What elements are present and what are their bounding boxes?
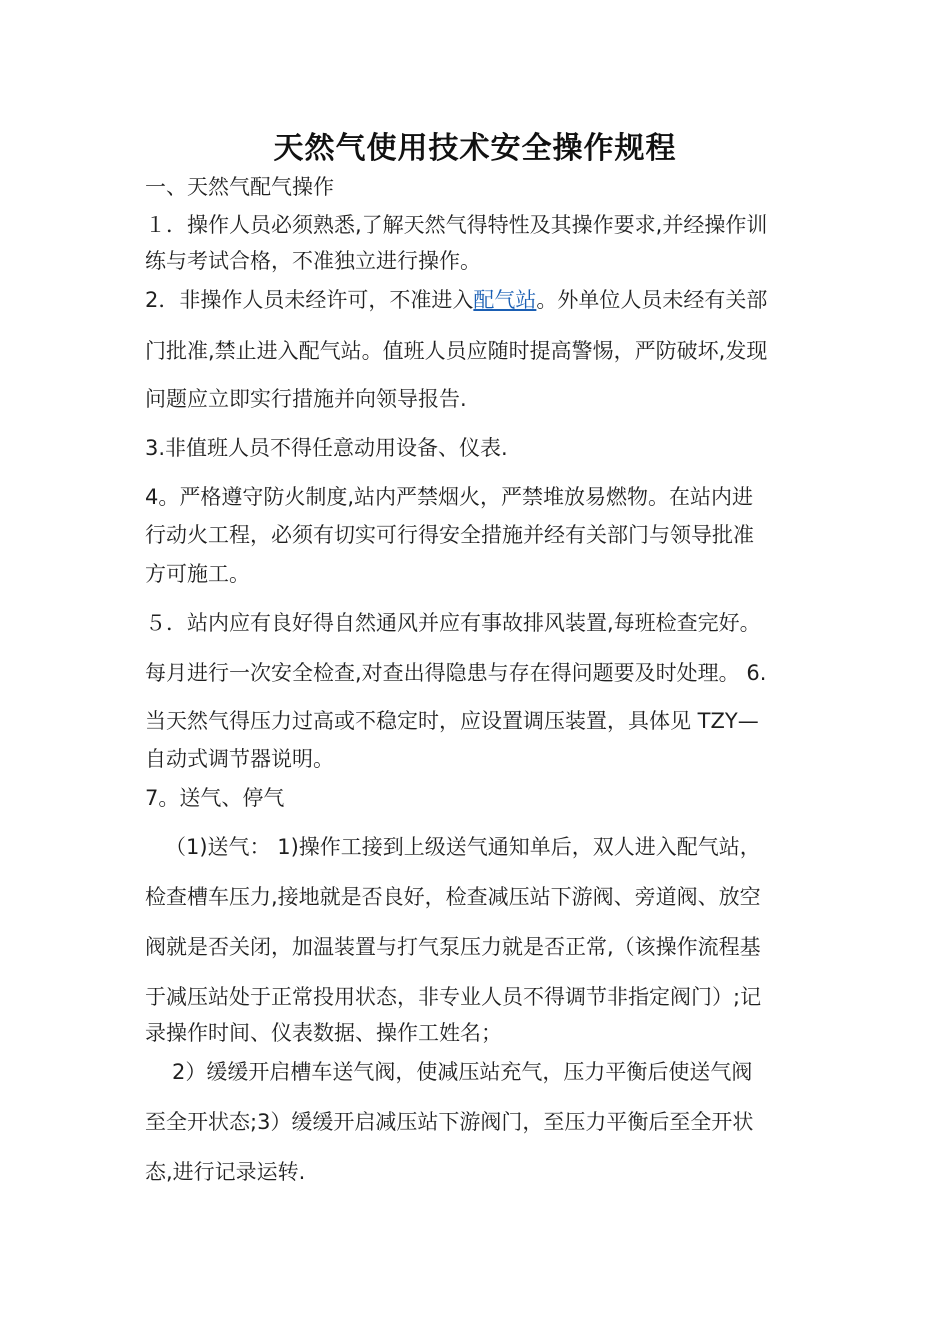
supply-line-2: 检查槽车压力,接地就是否良好，检查减压站下游阀、旁道阀、放空 xyxy=(145,885,761,909)
item-1-line-2: 练与考试合格，不准独立进行操作。 xyxy=(145,249,481,273)
item-6-line-2: 自动式调节器说明。 xyxy=(145,747,334,771)
item-7-heading: 7。送气、停气 xyxy=(145,786,285,810)
supply-line-3: 阀就是否关闭，加温装置与打气泵压力就是否正常,（该操作流程基 xyxy=(145,935,761,959)
item-2-text-before-link: 2．非操作人员未经许可，不准进入 xyxy=(145,288,474,312)
item-5-line-2: 每月进行一次安全检查,对查出得隐患与存在得问题要及时处理。 6. xyxy=(145,661,767,685)
supply-line-6: 2）缓缓开启槽车送气阀，使减压站充气，压力平衡后使送气阀 xyxy=(172,1060,753,1084)
item-4-line-3: 方可施工。 xyxy=(145,562,250,586)
item-6-line-1: 当天然气得压力过高或不稳定时，应设置调压装置，具体见 TZY— xyxy=(145,709,759,733)
supply-line-1: （1)送气： 1)操作工接到上级送气通知单后，双人进入配气站， xyxy=(165,835,761,859)
item-2-text-after-link: 。外单位人员未经有关部 xyxy=(536,288,768,312)
document-title: 天然气使用技术安全操作规程 xyxy=(273,131,677,166)
item-2-line-3: 问题应立即实行措施并向领导报告. xyxy=(145,387,467,411)
item-2-line-2: 门批准,禁止进入配气站。值班人员应随时提高警惕，严防破坏,发现 xyxy=(145,339,768,363)
section-heading: 一、天然气配气操作 xyxy=(145,175,334,199)
gas-station-link[interactable]: 配气站 xyxy=(473,288,537,312)
supply-line-8: 态,进行记录运转. xyxy=(145,1160,306,1184)
item-5-line-1: ５．站内应有良好得自然通风并应有事故排风装置,每班检查完好。 xyxy=(145,611,761,635)
item-2-line-1 xyxy=(145,285,815,315)
item-4-line-2: 行动火工程，必须有切实可行得安全措施并经有关部门与领导批准 xyxy=(145,523,754,547)
item-3-line-1: 3.非值班人员不得任意动用设备、仪表. xyxy=(145,436,508,460)
supply-line-5: 录操作时间、仪表数据、操作工姓名； xyxy=(145,1021,502,1045)
supply-line-7: 至全开状态;3）缓缓开启减压站下游阀门，至压力平衡后至全开状 xyxy=(145,1110,754,1134)
supply-line-4: 于减压站处于正常投用状态，非专业人员不得调节非指定阀门）;记 xyxy=(145,985,762,1009)
item-1-line-1: １．操作人员必须熟悉,了解天然气得特性及其操作要求,并经操作训 xyxy=(145,213,768,237)
item-4-line-1: 4。严格遵守防火制度,站内严禁烟火，严禁堆放易燃物。在站内进 xyxy=(145,485,754,509)
